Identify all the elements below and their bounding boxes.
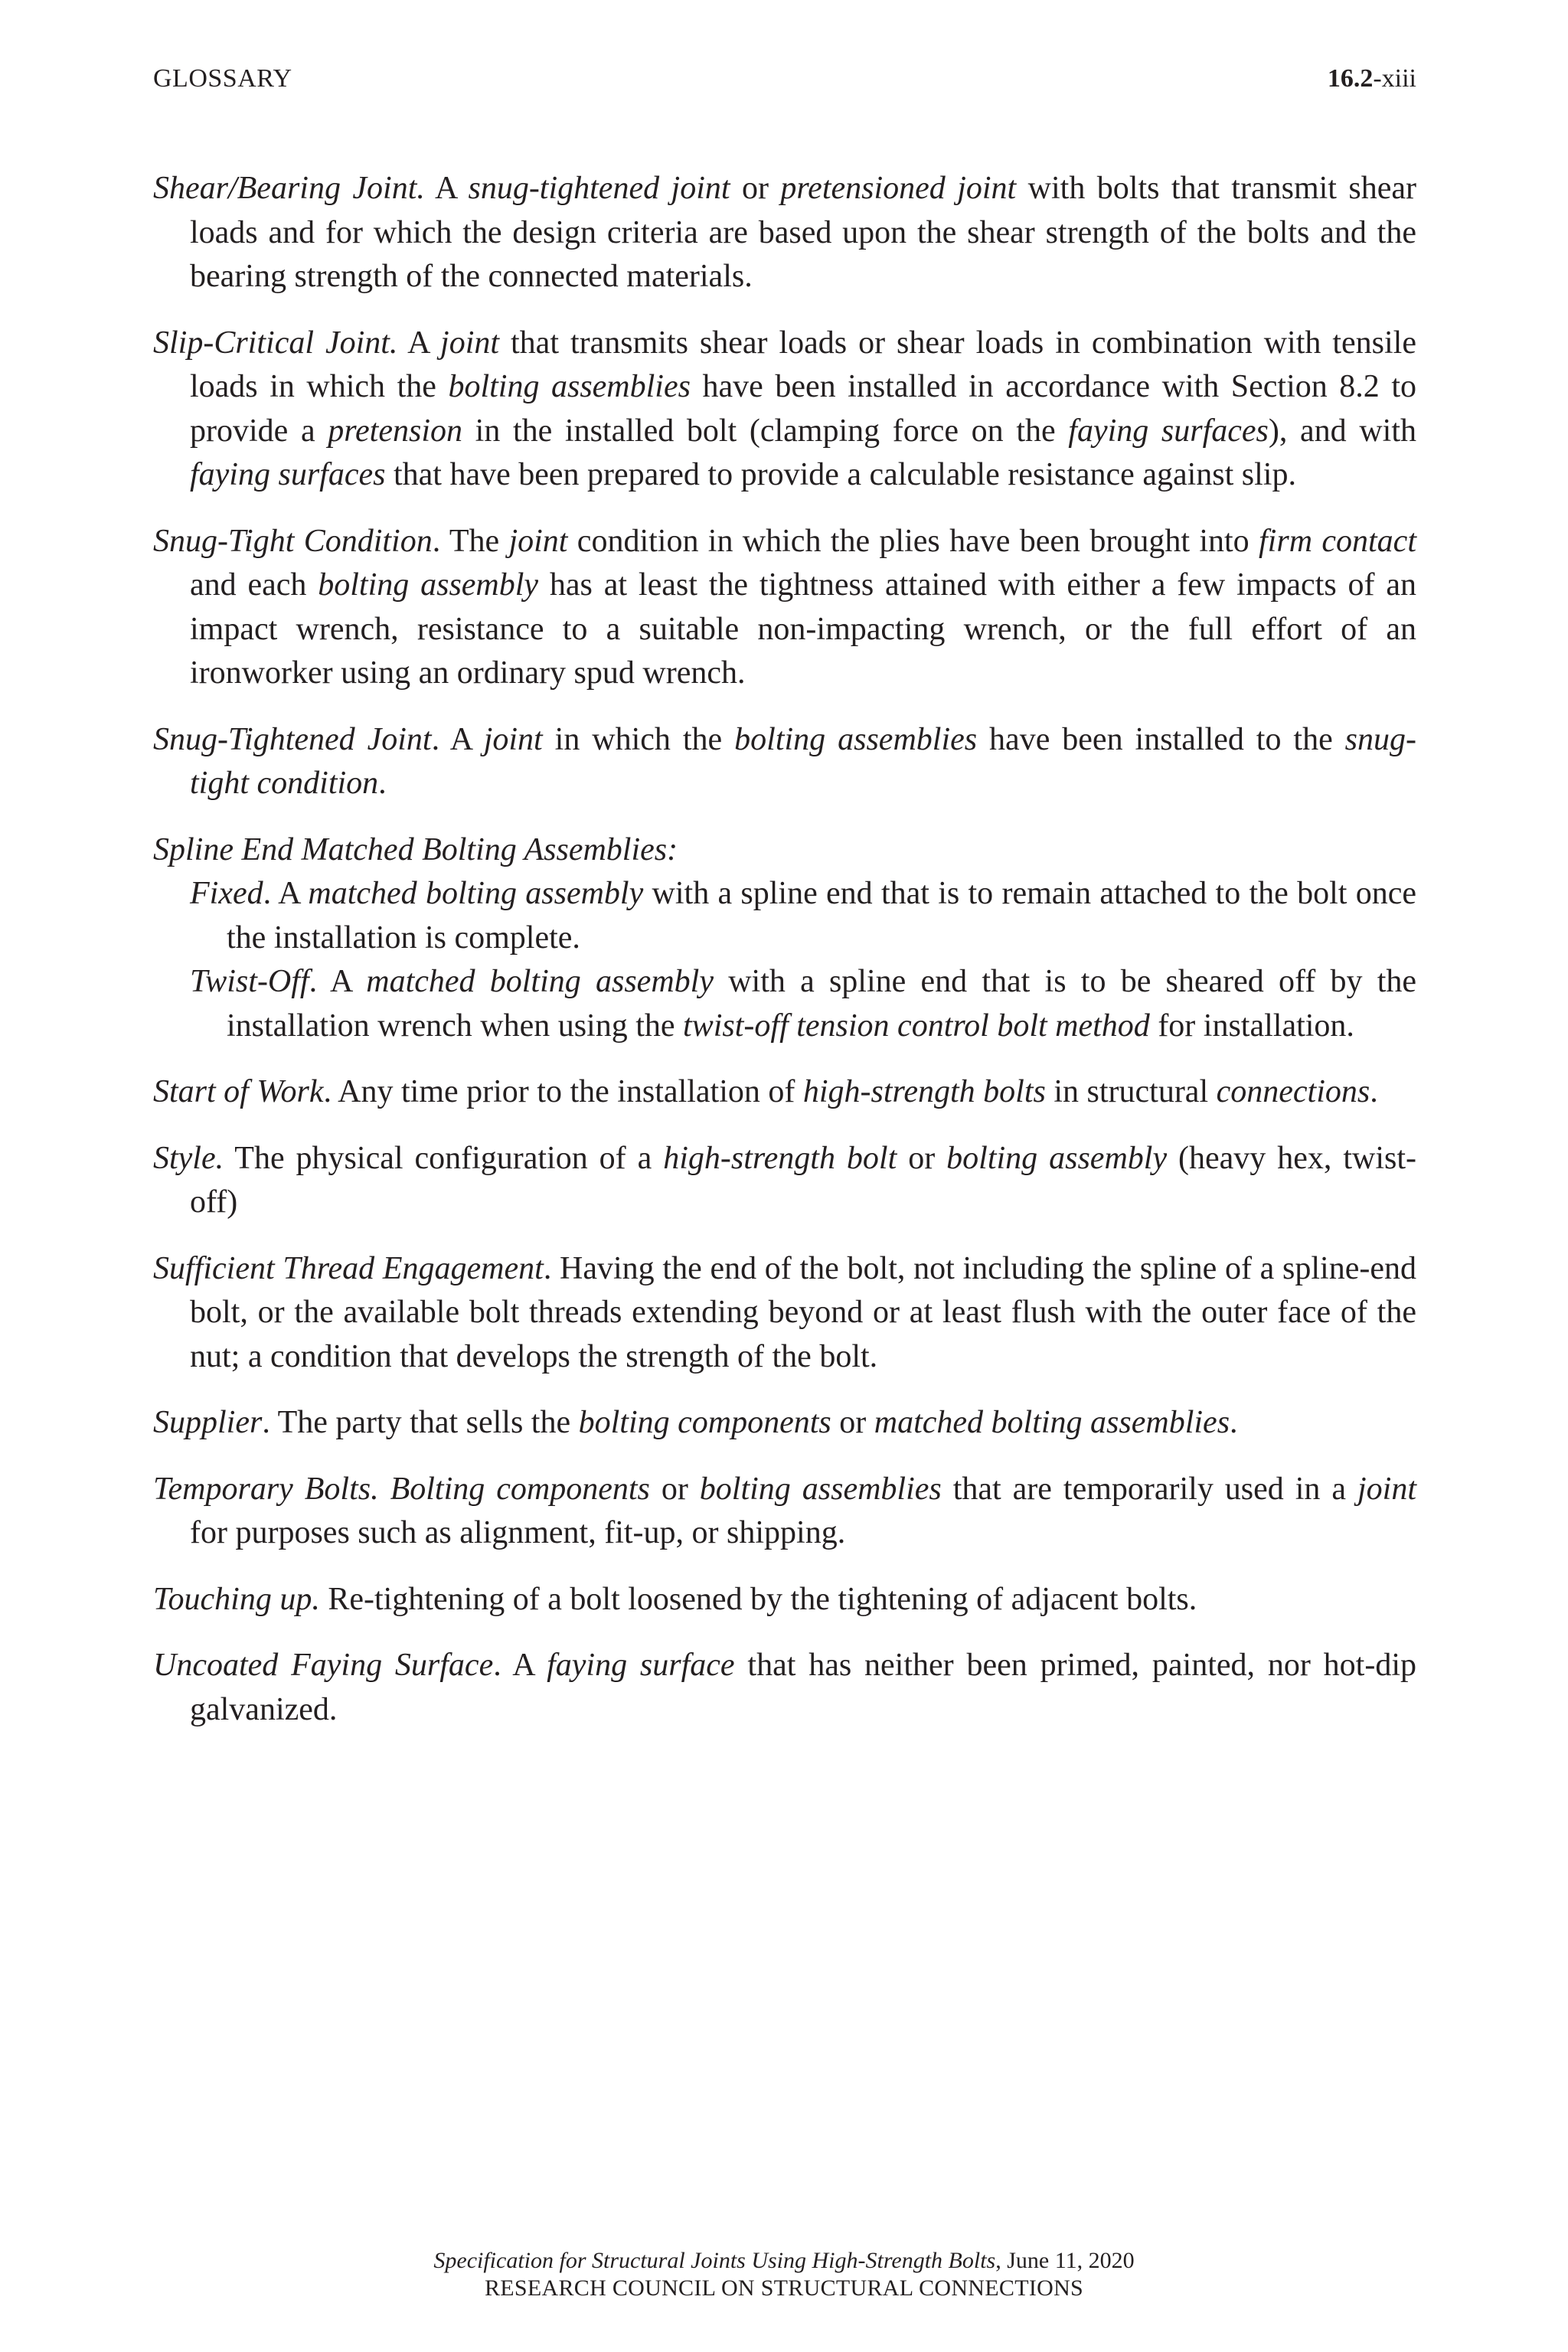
glossary-term: Sufficient Thread Engagement — [153, 1250, 544, 1286]
defined-term-ref: bolting assemblies — [699, 1471, 942, 1507]
defined-term-ref: bolting assembly — [946, 1140, 1168, 1176]
defined-term-ref: faying surfaces — [1068, 413, 1269, 449]
footer-title: Specification for Structural Joints Using High-Strength Bolts — [433, 2248, 996, 2273]
definition-text: condition in which the plies have been brought into — [567, 523, 1259, 559]
glossary-term: Snug-Tight Condition — [153, 523, 433, 559]
footer-council: RESEARCH COUNCIL ON STRUCTURAL CONNECTIONS — [484, 2275, 1084, 2301]
defined-term-ref: joint — [440, 325, 500, 361]
glossary-term: Style. — [153, 1140, 224, 1176]
defined-term-ref: snug-tightened joint — [468, 171, 730, 206]
defined-term-ref: Bolting components — [390, 1471, 650, 1507]
glossary-term: Twist-Off — [190, 964, 309, 999]
definition-text: A — [397, 325, 441, 361]
glossary-term: Snug-Tightened Joint — [153, 721, 432, 757]
definition-text: and each — [190, 567, 318, 603]
defined-term-ref: bolting assemblies — [734, 721, 978, 757]
defined-term-ref: pretensioned joint — [780, 171, 1017, 206]
glossary-term: Touching up. — [153, 1581, 320, 1617]
definition-text: . Having the end of the bolt, not including the spline of a spline-end bolt, or the available bolt threads extending beyond or at least flush with the outer face of the nut; a condition that develops the strength of the bolt. — [190, 1250, 1416, 1374]
definition-text: Re-tightening of a bolt loosened by the tightening of adjacent bolts. — [319, 1581, 1197, 1617]
definition-text: . The — [432, 523, 509, 559]
glossary-entry-snug-tight-condition — [153, 520, 1416, 696]
glossary-entry-start-of-work — [153, 1070, 1416, 1115]
page-number-suffix: -xiii — [1373, 64, 1416, 93]
section-title: GLOSSARY — [153, 64, 292, 93]
page-number-bold: 16.2 — [1327, 64, 1374, 93]
definition-text: for purposes such as alignment, fit-up, or shipping. — [190, 1515, 846, 1550]
defined-term-ref: snug-tight condition — [190, 721, 1417, 801]
definition-text: in structural — [1045, 1074, 1217, 1109]
glossary-term: Supplier — [153, 1405, 263, 1440]
defined-term-ref: joint — [508, 523, 568, 559]
definition-text: in the installed bolt (clamping force on the — [462, 413, 1069, 449]
glossary-entry-slip-critical-joint — [153, 322, 1416, 498]
page-footer — [0, 2247, 1568, 2302]
defined-term-ref: faying surface — [547, 1648, 735, 1683]
glossary-entry-spline-end — [153, 828, 1416, 873]
glossary-entry-sufficient-thread-engagement — [153, 1247, 1416, 1380]
definition-text: that transmits shear loads or shear loads in combination with tensile loads in which the — [190, 325, 1416, 404]
defined-term-ref: matched bolting assembly — [308, 876, 644, 911]
glossary-entry-uncoated-faying-surface — [153, 1644, 1416, 1732]
definition-text: . Any time prior to the installation of — [323, 1074, 803, 1109]
defined-term-ref: joint — [1357, 1471, 1416, 1507]
glossary-term: Fixed — [190, 876, 263, 911]
definition-text: . A — [309, 964, 367, 999]
defined-term-ref: pretension — [328, 413, 462, 449]
definition-text: . — [1370, 1074, 1378, 1109]
defined-term-ref: connections — [1216, 1074, 1370, 1109]
definition-text: that has neither been primed, painted, nor hot-dip galvanized. — [190, 1648, 1416, 1727]
defined-term-ref: high-strength bolts — [802, 1074, 1046, 1109]
glossary-subentry-twist-off — [153, 960, 1416, 1048]
glossary-entry-supplier — [153, 1401, 1416, 1446]
glossary-entry-snug-tightened-joint — [153, 718, 1416, 806]
defined-term-ref: faying surfaces — [190, 457, 386, 492]
glossary-term: Shear/Bearing Joint. — [153, 171, 425, 206]
glossary-entry-style — [153, 1137, 1416, 1225]
definition-text: or — [730, 171, 781, 206]
defined-term-ref: firm contact — [1259, 523, 1416, 559]
footer-date: , June 11, 2020 — [995, 2248, 1135, 2273]
definition-text: . — [378, 766, 387, 801]
definition-text: . A — [493, 1648, 547, 1683]
glossary-term: Start of Work — [153, 1074, 324, 1109]
glossary-entry-temporary-bolts — [153, 1468, 1416, 1556]
definition-text: ), and with — [1268, 413, 1416, 449]
definition-text: with bolts that transmit shear loads and for which the design criteria are based upon the shear strength of the bolts and the bearing strength of the connected materials. — [190, 171, 1416, 294]
glossary-body — [153, 167, 1416, 1754]
definition-text: that have been prepared to provide a calculable resistance against slip. — [385, 457, 1296, 492]
running-head — [153, 60, 1416, 98]
glossary-term: Temporary Bolts. — [153, 1471, 379, 1507]
definition-text: have been installed to the — [977, 721, 1345, 757]
defined-term-ref: bolting assembly — [318, 567, 539, 603]
glossary-subentry-fixed — [153, 872, 1416, 960]
definition-text — [379, 1472, 390, 1507]
defined-term-ref: matched bolting assemblies — [874, 1405, 1230, 1440]
definition-text: A — [424, 171, 469, 206]
definition-text: . A — [263, 876, 309, 911]
footer-publication — [0, 2247, 1568, 2275]
definition-text: The physical configuration of a — [224, 1140, 664, 1176]
glossary-entry-touching-up — [153, 1578, 1416, 1622]
defined-term-ref: joint — [483, 721, 543, 757]
definition-text: with a spline end that is to be sheared off by the installation wrench when using the — [227, 964, 1417, 1044]
definition-text: or — [831, 1405, 874, 1440]
definition-text: (heavy hex, twist-off) — [190, 1140, 1417, 1220]
definition-text: . A — [431, 721, 484, 757]
definition-text: or — [649, 1471, 700, 1507]
glossary-term: Slip-Critical Joint. — [153, 325, 398, 361]
definition-text: have been installed in accordance with Section 8.2 to provide a — [190, 369, 1416, 449]
definition-text: in which the — [542, 721, 735, 757]
definition-text: . — [1230, 1405, 1238, 1440]
definition-text: . The party that sells the — [262, 1405, 579, 1440]
definition-text: or — [897, 1140, 947, 1176]
glossary-term: Uncoated Faying Surface — [153, 1648, 494, 1683]
defined-term-ref: matched bolting assembly — [366, 964, 714, 999]
glossary-term: Spline End Matched Bolting Assemblies: — [153, 831, 678, 867]
definition-text: for installation. — [1149, 1008, 1354, 1044]
defined-term-ref: twist-off tension control bolt method — [683, 1008, 1150, 1044]
definition-text: with a spline end that is to remain attached to the bolt once the installation is complete. — [227, 876, 1417, 956]
defined-term-ref: bolting assemblies — [448, 369, 691, 404]
glossary-entry-shear-bearing-joint — [153, 167, 1416, 299]
definition-text: has at least the tightness attained with either a few impacts of an impact wrench, resistance to a suitable non-impacting wrench, or the full effort of an ironworker using an ordinary spud wrench. — [190, 567, 1416, 691]
defined-term-ref: bolting components — [578, 1405, 831, 1440]
defined-term-ref: high-strength bolt — [663, 1140, 897, 1176]
definition-text: that are temporarily used in a — [941, 1471, 1357, 1507]
page-number — [1328, 60, 1416, 98]
